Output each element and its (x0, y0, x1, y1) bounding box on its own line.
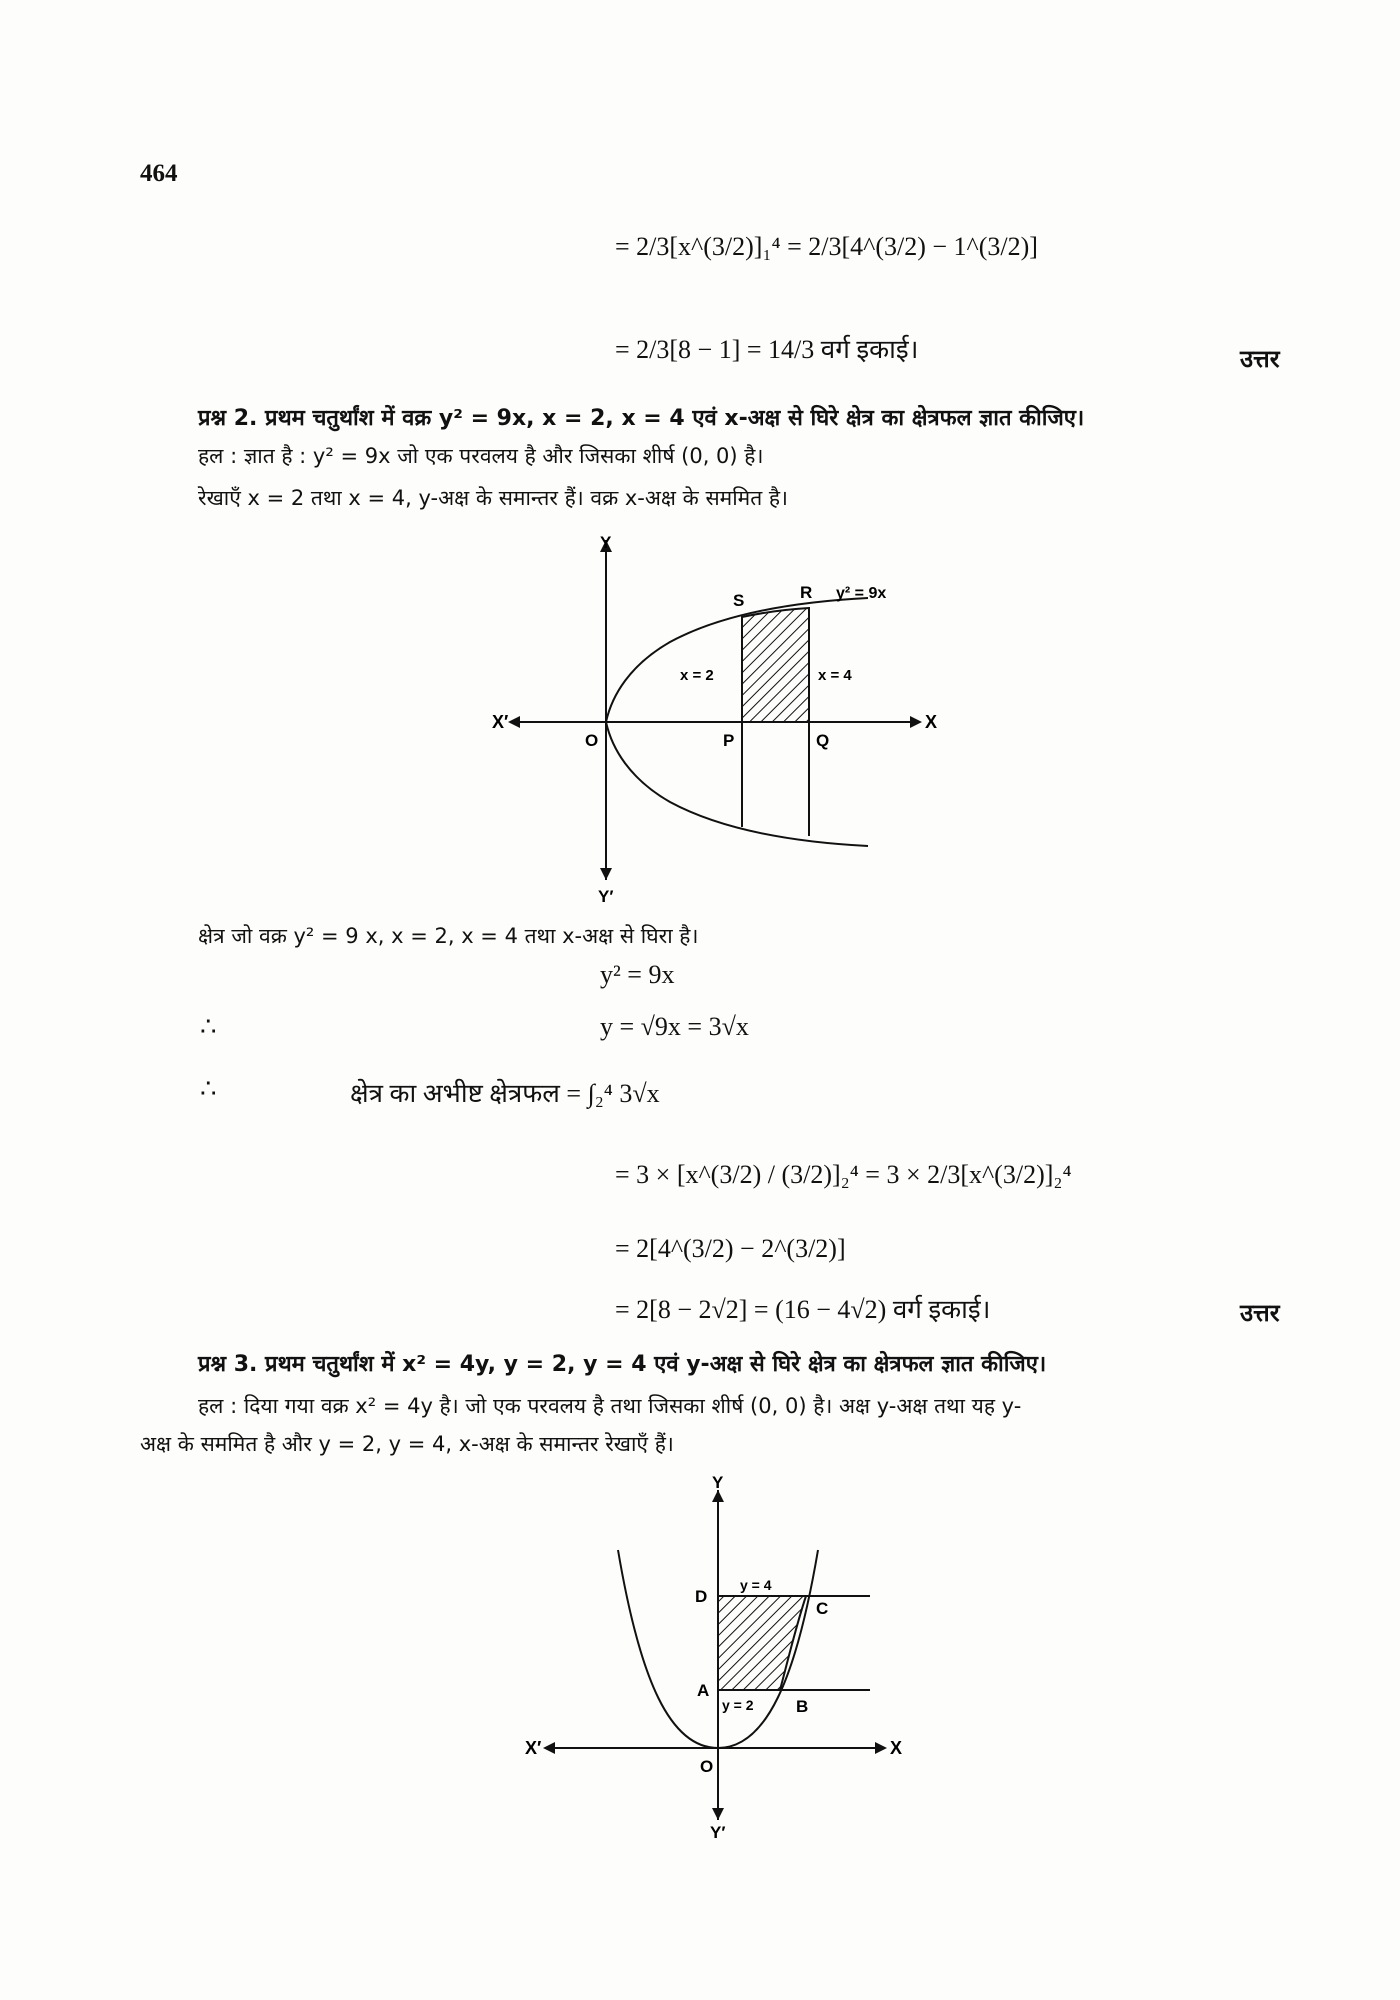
parabola-figure-q2 (480, 525, 950, 906)
equation-line: = 2/3[x^(3/2)]₁⁴ = 2/3[4^(3/2) − 1^(3/2)] (615, 232, 1038, 261)
shaded-region (718, 1596, 806, 1690)
answer-label: उत्तर (1240, 345, 1280, 373)
equation-line: y² = 9x (600, 960, 675, 989)
label-Xp: X′ (525, 1738, 542, 1758)
label-x-2: x = 2 (680, 667, 714, 684)
label-B: B (796, 1697, 809, 1716)
therefore-symbol: ∴ (200, 1074, 217, 1103)
label-Y: Y (712, 1473, 724, 1492)
label-Y: Y (600, 533, 612, 552)
question-title: प्रश्न 2. प्रथम चतुर्थांश में वक्र y² = 9x, x = 2, x = 4 एवं x-अक्ष से घिरे क्षेत्र का क्षेत्रफल ज्ञात कीजिए। (198, 406, 1085, 431)
label-O: O (700, 1757, 714, 1776)
equation-line: = 2/3[8 − 1] = 14/3 वर्ग इकाई। (615, 335, 919, 364)
solution-line: रेखाएँ x = 2 तथा x = 4, y-अक्ष के समान्तर हैं। वक्र x-अक्ष के सममित है। (198, 486, 788, 510)
label-Yp: Y′ (598, 887, 614, 906)
equation-line: = 2[8 − 2√2] = (16 − 4√2) वर्ग इकाई। (615, 1295, 991, 1324)
parabola-figure-q3 (520, 1470, 920, 1840)
equation-line: = 2[4^(3/2) − 2^(3/2)] (615, 1234, 846, 1263)
solution-line: अक्ष के सममित है और y = 2, y = 4, x-अक्ष के समान्तर रेखाएँ हैं। (140, 1432, 674, 1456)
label-A: A (697, 1681, 710, 1700)
label-Yp: Y′ (710, 1823, 726, 1842)
page-number: 464 (140, 160, 178, 187)
equation-line: = 3 × [x^(3/2) / (3/2)]₂⁴ = 3 × 2/3[x^(3/2)]₂⁴ (615, 1160, 1072, 1189)
label-x-4: x = 4 (818, 667, 852, 684)
label-X: X (890, 1738, 903, 1758)
answer-label: उत्तर (1240, 1299, 1280, 1327)
label-R: R (800, 583, 813, 602)
therefore-symbol: ∴ (200, 1012, 217, 1041)
solution-line: हल : दिया गया वक्र x² = 4y है। जो एक परवलय है तथा जिसका शीर्ष (0, 0) है। अक्ष y-अक्ष तथा यह y- (198, 1394, 1022, 1418)
label-P: P (723, 731, 735, 750)
label-Q: Q (816, 731, 830, 750)
label-S: S (733, 591, 745, 610)
label-Xp: X′ (492, 712, 509, 732)
curve-label: y² = 9x (836, 585, 887, 602)
text-line: क्षेत्र जो वक्र y² = 9 x, x = 2, x = 4 तथा x-अक्ष से घिरा है। (198, 924, 699, 948)
label-D: D (695, 1587, 708, 1606)
question-title: प्रश्न 3. प्रथम चतुर्थांश में x² = 4y, y = 2, y = 4 एवं y-अक्ष से घिरे क्षेत्र का क्षेत्रफल ज्ञात कीजिए। (198, 1352, 1047, 1377)
solution-line: हल : ज्ञात है : y² = 9x जो एक परवलय है और जिसका शीर्ष (0, 0) है। (198, 444, 764, 468)
equation-line: क्षेत्र का अभीष्ट क्षेत्रफल = ∫₂⁴ 3√x (350, 1079, 660, 1108)
equation-line: y = √9x = 3√x (600, 1012, 749, 1041)
label-X: X (925, 712, 938, 732)
label-y-2: y = 2 (722, 1697, 754, 1713)
label-O: O (585, 731, 599, 750)
shaded-region (742, 608, 809, 722)
label-C: C (816, 1599, 829, 1618)
label-y-4: y = 4 (740, 1577, 772, 1593)
